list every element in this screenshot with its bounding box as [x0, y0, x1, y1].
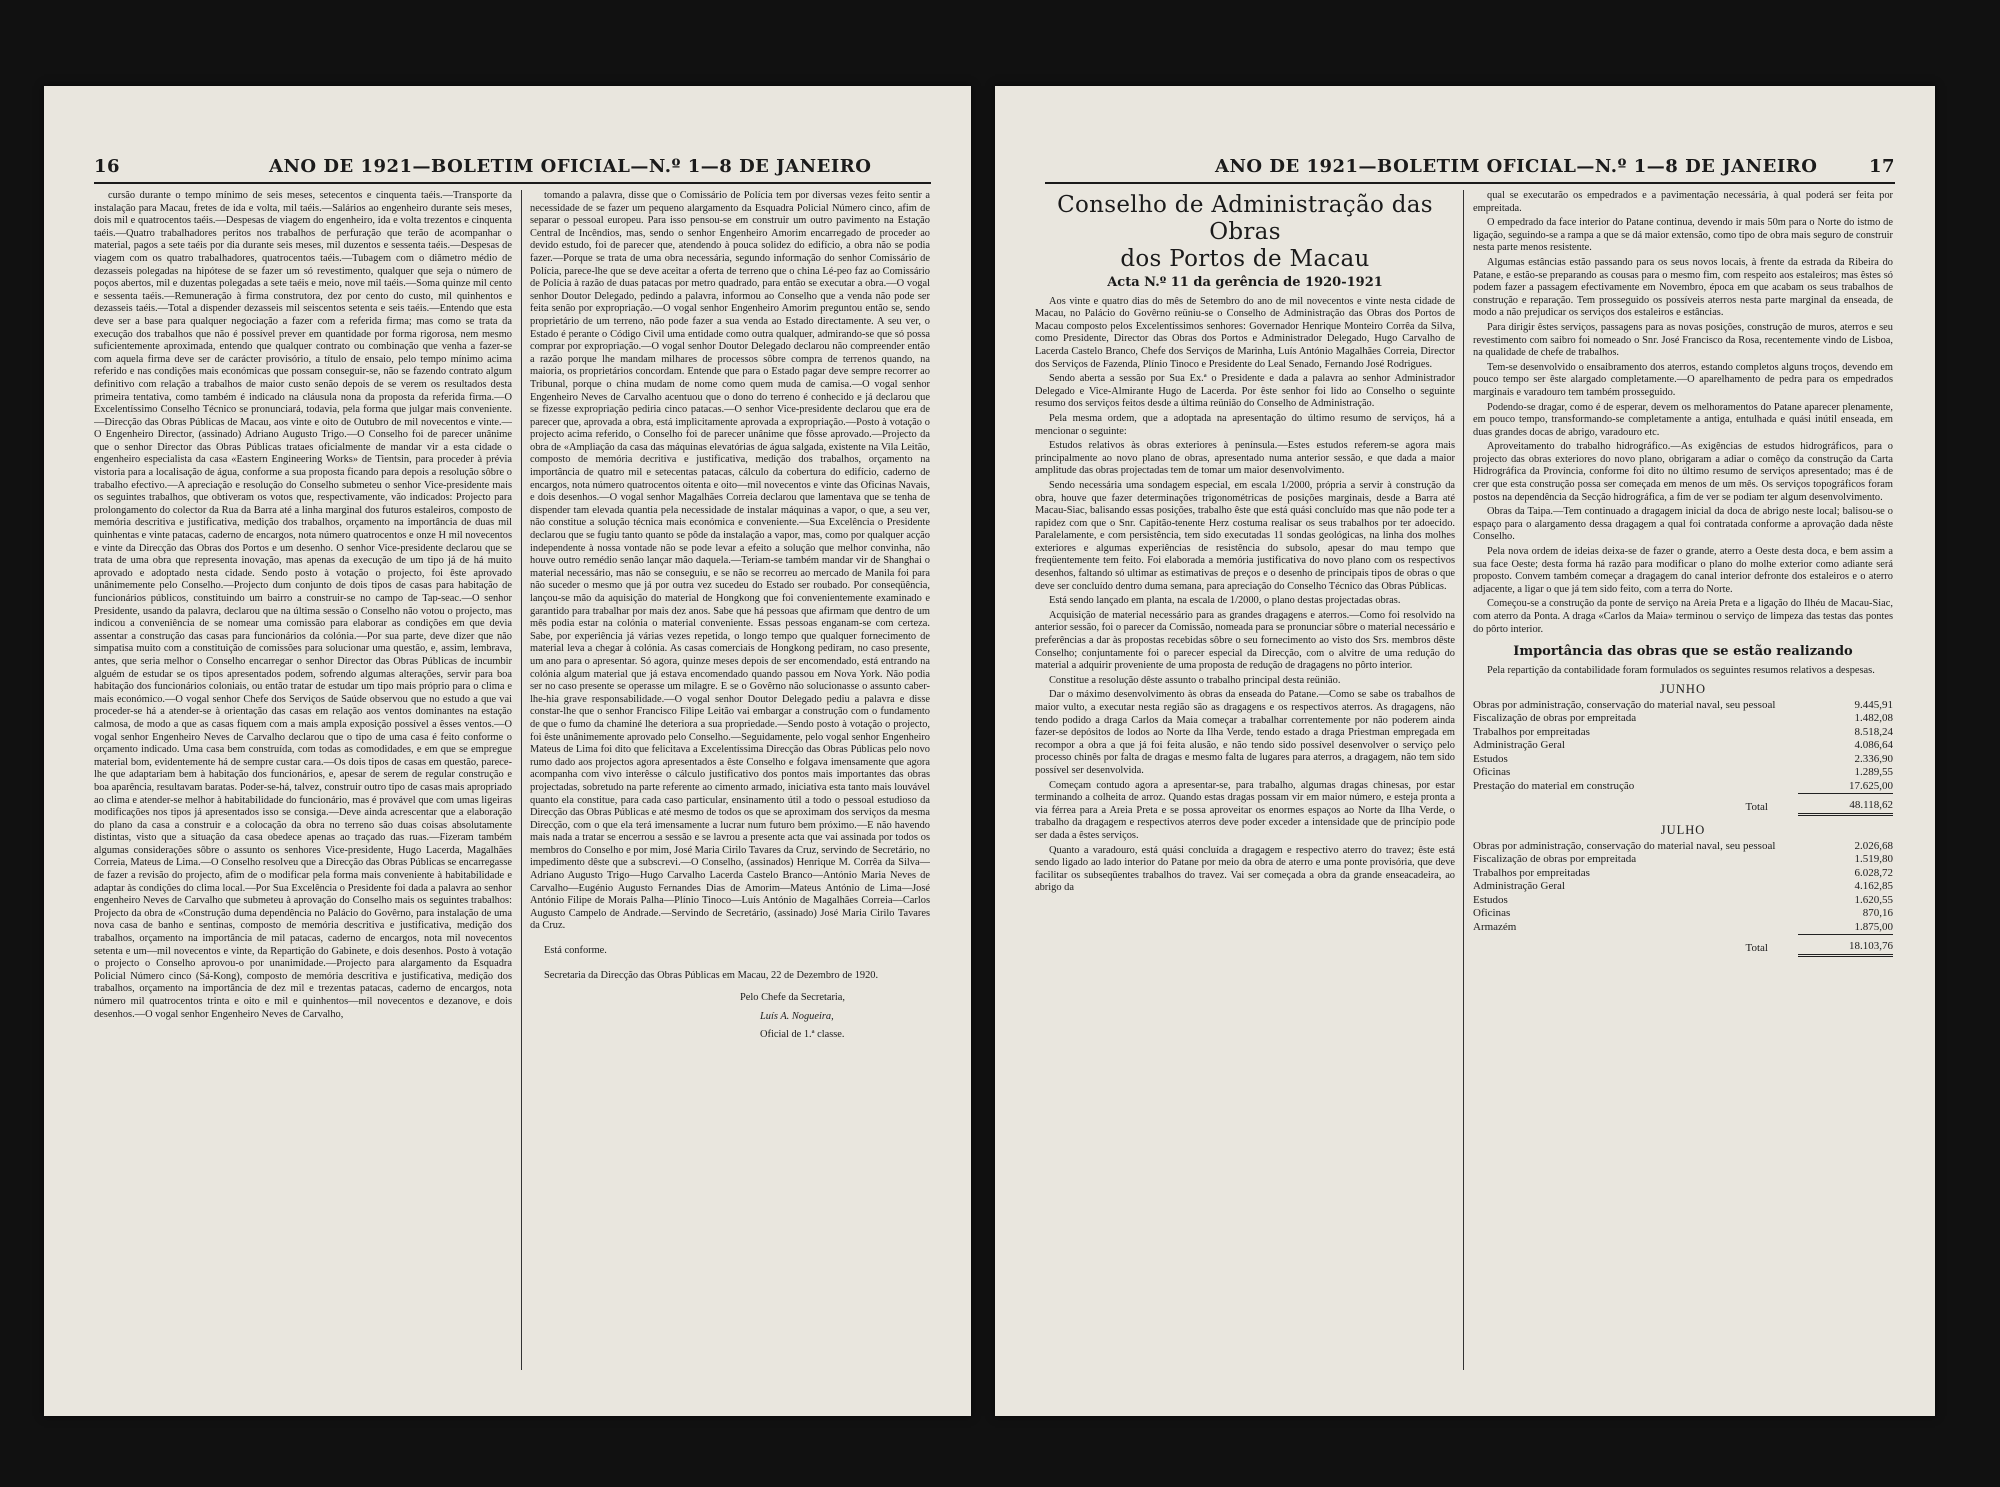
expense-value: 2.336,90	[1854, 752, 1893, 765]
right-page	[995, 86, 1935, 1416]
header-rule-left	[94, 182, 931, 184]
table-row	[1473, 894, 1893, 908]
paragraph: Acquisição de material necessário para as grandes dragagens e aterros.—Como foi resolvido na anterior sessão, foi o parecer da Comissão, nomeada para se pronunciar sôbre o material necessário e preferências a dar às propostas recebidas sôbre o seu fornecimento ao visto dos Srs. membros dêste Conselho; conjuntamente foi o parecer especial da Direcção, com o alvitre de uma redução do material a adquirir proveniente de uma proposta de redução de dragagens no pôrto interior.	[1035, 609, 1455, 672]
signature-name	[530, 1011, 930, 1024]
table-row	[1473, 867, 1893, 881]
expense-value: 1.289,55	[1854, 766, 1893, 779]
paragraph: Aproveitamento do trabalho hidrográfico.—As exigências de estudos hidrográficos, para o projecto das obras exteriores do novo plano, obrigaram a adiar o comêço da construção da Carta Hidrográfica da Província, conforme foi dito no último resumo de serviços apresentado; mas é de crer que esta construção possa ser começada em menos de um mês. Os serviços topográficos foram postos na dependência da Secção hidrográfica, a fim de ver se podiam ter algum desenvolvimento.	[1473, 441, 1893, 503]
signature-line: Pelo Chefe da Secretaria,	[740, 992, 846, 1004]
paragraph: Pela mesma ordem, que a adoptada na apresentação do último resumo de serviços, há a mencionar o seguinte:	[1035, 412, 1455, 437]
expense-label: Fiscalização de obras por empreitada	[1473, 712, 1637, 725]
paragraph: Podendo-se dragar, como é de esperar, devem os melhoramentos do Patane aparecer plenamente, em pouco tempo, transformando-se completamente a antiga, entulhada e quási inútil enseada, em duas grandes docas de abrigo, varadouro etc.	[1473, 401, 1893, 438]
month-label-julho: JULHO	[1660, 822, 1706, 837]
paragraph: tomando a palavra, disse que o Comissário de Polícia tem por diversas vezes feito sentir a necessidade de se fazer um pequeno alargamento da Esquadra Policial Número cinco, afim de separar o pessoal europeu. Para isso pensou-se em construir um outro pavimento na Estação Central de Incêndios, mas, sendo o senhor Engenheiro Amorim encarregado de proceder ao devido estudo, foi de parecer que, atendendo à pouca solidez do edifício, a obra não se podia fazer.—Porque se trata de uma obra necessária, segundo informação do senhor Comissário de Polícia, parece-lhe que se deve aceitar a oferta de terreno que o china Lé-peo faz ao Comissário de Polícia à razão de duas patacas por metro quadrado, para então se executar a obra.—O vogal senhor Doutor Delegado, pedindo a palavra, informou ao Conselho que a venda não pode ser feita senão por expropriação.—O vogal senhor Engenheiro Amorim preguntou então se, sendo proprietário de um terreno, não pode fazer a sua venda ao Estado directamente. A seu ver, o Estado é perante o Código Civil uma entidade como outra qualquer, admirando-se que só possa comprar por expropriação.—O vogal senhor Doutor Delegado declarou não compreender então a razão porque lhe mandam milhares de processos sôbre compra de terrenos quando, na maioria, os proprietários concordam. Entende que para o Estado pagar deve sempre recorrer ao Tribunal, porque o china mudam de nome como quem muda de camisa.—O vogal senhor Engenheiro Neves de Carvalho acentuou que o dono do terreno é conhecido e já declarou que se fizesse expropriação pediria cinco patacas.—O senhor Vice-presidente declarou que era de parecer que, aprovada a obra, está implìcitamente aprovada a expropriação.—Posto à votação o projecto acima referido, o Conselho foi de parecer unânime que fôsse aprovado.—Projecto da obra de «Ampliação da casa das máquinas elevatórias de água salgada, existente na Vila Leitão, composto de memória decritiva e justificativa, medição dos trabalhos, orçamento na importância de quatro mil e setecentas patacas, cálculo da cobertura do edifício, caderno de encargos, nota número quatrocentos oitenta e oito—mil novecentos e vinte das Oficinas Navais, e dois desenhos.—O vogal senhor Magalhães Correia declarou que lamentava que se tenha de dispender tam elevada quantia pela necessidade de instalar máquinas a vapor, o que, a seu ver, não constitue a solução técnica mais económica e conveniente.—Sua Excelência o Presidente declarou que se fugiu tanto quanto se pôde da instalação a vapor, mas, como por qualquer acção independente à nossa vontade não se pode levar a efeito a solução que melhor convinha, não houve outro remédio senão lançar mão daquela.—Teriam-se também mandar vir de Shanghai o material necessário, mas não se conseguiu, e se não se recorreu ao mercado de Manila foi para não suceder o mesmo que já por outra vez sucedeu do Estado ser roubado. Por conseqüência, lançou-se mão da aquisição do material de Hongkong que foi convenientemente examinado e garantido para trabalhar por mais dez anos. Sabe que há pessoas que afirmam que dentro de um mês podia estar na colónia o material conveniente. Essas pessoas enganam-se com certeza. Sabe, por experiência já várias vezes repetida, o longo tempo que qualquer fornecimento de material leva a chegar à colónia. As casas comerciais de Hongkong pediram, no caso presente, um ano para o apresentar. Só agora, quinze meses depois de ser encomendado, está entrando na colónia algum material que já estava encomendado quando passou em Nova York. Não podia ser no caso presente se operasse um milagre. E se o Govêrno não solucionasse o assunto caber-lhe-hia grave responsabilidade.—O vogal senhor Doutor Delegado pediu a palavra e disse constar-lhe que o senhor Francisco Filipe Leitão vai embargar a construção com o fundamento de que o fumo da chaminé lhe deteriora a sua propriedade.—Sendo posto à votação o projecto, foi êste unânimemente aprovado pelo Conselho.—Seguidamente, pelo vogal senhor Engenheiro Mateus de Lima foi dito que felicitava a Excelentíssima Direcção das Obras Públicas pelo novo rumo dado aos projectos agora apresentados a êste Conselho e folgava imensamente que agora acompanha com vivo interêsse o cálculo justificativo dos pontos mais importantes das obras projectadas, sobretudo na parte referente ao cimento armado, iniciativa esta tanto mais louvável quanto ela constitue, para cada caso particular, ensinamento útil a todo o pessoal estudioso da Direcção das Obras Públicas e até mesmo de todos os que se aproximam dos serviços da mesma Direcção, com o que ela terá imensamente a lucrar num futuro bem próximo.—E não havendo mais nada a tratar se encerrou a sessão e se lavrou a presente acta que vai assinada por todos os membros do Conselho e por mim, José Maria Cirilo Tavares da Cruz, servindo de Secretário, no impedimento dêste que a subscrevi.—O Conselho, (assinados) Henrique M. Corrêa da Silva—Adriano Augusto Trigo—Hugo Carvalho Lacerda Castelo Branco—António Maria Neves de Carvalho—Eugénio Augusto Fernandes Dias de Amorim—Mateus António de Lima—José António Filipe de Morais Palha—Plínio Tinoco—Luís António de Magalhães Correia—Carlos Augusto Campelo de Andrade.—Servindo de Secretário, (assinado) José Maria Cirilo Tavares da Cruz.	[530, 190, 930, 932]
expense-value: 1.620,55	[1854, 893, 1893, 906]
paragraph: qual se executarão os empedrados e a pavimentação necessária, à qual poderá ser feita por empreitada.	[1473, 190, 1893, 214]
paragraph: Começou-se a construção da ponte de serviço na Areia Preta e a ligação do Ilhéu de Macau-Siac, com aterro da Ponta. A draga «Carlos da Maia» terminou o serviço de limpeza das testas das pontes do pôrto interior.	[1473, 598, 1893, 635]
paragraph: Está sendo lançado em planta, na escala de 1/2000, o plano destas projectadas obras.	[1049, 595, 1401, 607]
running-head-title-left: ANO DE 1921—BOLETIM OFICIAL—N.º 1—8 DE JANEIRO	[269, 156, 872, 177]
expense-label: Trabalhos por empreitadas	[1473, 866, 1590, 879]
running-head-right	[1045, 156, 1895, 178]
signature-role: Oficial de 1.ª classe.	[760, 1029, 845, 1041]
table-row	[1473, 921, 1893, 935]
left-column-1	[94, 190, 512, 1370]
page-number-left: 16	[94, 156, 121, 177]
running-head-left	[94, 156, 931, 178]
table-row	[1473, 840, 1893, 854]
expense-label: Estudos	[1473, 893, 1508, 906]
table-row	[1473, 726, 1893, 740]
left-page	[44, 86, 971, 1416]
paragraph: Estudos relativos às obras exteriores à península.—Estes estudos referem-se agora mais principalmente ao novo plano de obras, apresentado numa anterior sessão, e que dada a maior amplitude das obras projectadas tem de tomar um maior desenvolvimento.	[1035, 440, 1455, 477]
expense-value: 17.625,00	[1849, 779, 1893, 792]
paragraph: Constitue a resolução dêste assunto o trabalho principal desta reünião.	[1049, 674, 1341, 686]
column-divider-right	[1463, 190, 1464, 1370]
conforme-note: Está conforme.	[544, 945, 607, 957]
expense-label: Prestação do material em construção	[1473, 780, 1635, 793]
left-column-2	[530, 190, 930, 1370]
expense-value: 4.162,85	[1854, 880, 1893, 893]
table-row	[1473, 780, 1893, 794]
expense-label: Administração Geral	[1473, 880, 1565, 893]
expense-label: Obras por administração, conservação do material naval, seu pessoal	[1473, 698, 1776, 711]
section-title-line-1: Conselho de Administração das Obras	[1057, 192, 1433, 245]
paragraph: O empedrado da face interior do Patane continua, devendo ir mais 50m para o Norte do istmo de ligação, seguindo-se a rampa a que se dá maior extensão, como tipo de obra mais seguro de construir nesta parte menos resistente.	[1473, 217, 1893, 254]
expense-label: Oficinas	[1473, 907, 1511, 920]
expense-value: 1.519,80	[1854, 853, 1893, 866]
total-value: 48.118,62	[1798, 794, 1893, 815]
expense-label: Obras por administração, conservação do material naval, seu pessoal	[1473, 839, 1776, 852]
column-divider-left	[521, 190, 522, 1370]
expense-value: 9.445,91	[1854, 698, 1893, 711]
place-date: Secretaria da Direcção das Obras Públicas em Macau, 22 de Dezembro de 1920.	[544, 969, 879, 981]
expense-value: 1.482,08	[1854, 712, 1893, 725]
table-row	[1473, 880, 1893, 894]
total-row	[1473, 794, 1893, 815]
table-row	[1473, 739, 1893, 753]
paragraph: Dar o máximo desenvolvimento às obras da enseada do Patane.—Como se sabe os trabalhos de maior vulto, a executar nesta região são as dragagens e os respectivos aterros. As dragagens, não tendo podido a draga Carlos da Maia começar a trabalhar correntemente por não poderem ainda fazer-se depósitos de lodos ao Norte da Ilha Verde, tendo estado a draga Priestman empregada em recompor a obra a que já foi feita alusão, e não tendo sido possível desenvolver o serviço pelo processo chinês por falta de dragas e mesmo falta de lugares para aterros, a dragagem, não tem sido possível ser desenvolvida.	[1035, 689, 1455, 776]
table-row	[1473, 766, 1893, 780]
paragraph: Tem-se desenvolvido o ensaibramento dos aterros, estando completos alguns troços, devendo em pouco tempo ser êste alargado completamente.—O aparelhamento de pedra para os empedrados marginais e varadouro tem também prosseguido.	[1473, 361, 1893, 398]
expense-value: 4.086,64	[1854, 739, 1893, 752]
running-head-title-right: ANO DE 1921—BOLETIM OFICIAL—N.º 1—8 DE JANEIRO	[1215, 156, 1818, 177]
signature-name-text: Luís A. Nogueira,	[760, 1010, 834, 1022]
expense-value: 6.028,72	[1854, 866, 1893, 879]
expense-label: Estudos	[1473, 752, 1508, 765]
acta-title: Acta N.º 11 da gerência de 1920-1921	[1107, 275, 1383, 290]
page-number-right: 17	[1868, 156, 1895, 177]
paragraph: Para dirigir êstes serviços, passagens para as novas posições, construção de muros, aterros e seu revestimento com saibro foi nomeado o Snr. José Francisco da Rosa, recentemente vindo de Lisboa, na qualidade de chefe de trabalhos.	[1473, 321, 1893, 359]
section-title	[1035, 192, 1455, 273]
expense-table-julho	[1473, 840, 1893, 957]
month-label-junho: JUNHO	[1660, 682, 1706, 697]
expense-label: Administração Geral	[1473, 739, 1565, 752]
paragraph: cursão durante o tempo mínimo de seis meses, setecentos e cinquenta taéis.—Transporte da instalação para Macau, fretes de ida e volta, mil taéis.—Salários ao engenheiro durante seis meses, dois mil e quatrocentos taéis.—Despesas de viagem do engenheiro, ida e volta trezentos e cinquenta taéis.—Quatro trabalhadores peritos nos trabalhos de perfuração que terão de acompanhar o material, pagos a sete taéis por dia durante seis meses, mil duzentos e sessenta taéis.—Despesas de viagem com os quatro trabalhadores, quatrocentos taéis.—Tubagem com o diâmetro médio de dezasseis polegadas na hipótese de se fazer um só revestimento, qualquer que seja o número de poços abertos, mil e duzentas polegadas a sete taéis e meio, nove mil taéis.—Soma quinze mil cento e sessenta taéis.—Remuneração à firma construtora, dez por cento do custo, mil quinhentos e dezasseis taéis.—Total a dispender dezasseis mil seiscentos setenta e seis taéis.—Entendo que esta deve ser a base para qualquer negociação a fazer com a referida firma; mas como se trata da execução dos trabalhos que não é possível prever em quantidade por forma rigorosa, nem mesmo suficientemente aproximada, entendo que qualquer contrato ou combinação que venha a fazer-se com aquela firma deve ser de carácter provisório, a título de ensaio, pelo tempo mínimo acima referido e nas condições mais económicas que possam conseguir-se, não se fazendo contrato algum definitivo com relação a trabalhos de maior custo senão depois de se verem os resultados desta primeira tentativa, como também é indicado na cláusula nona da proposta da referida firma.—O Excelentíssimo Conselho Técnico se pronunciará, todavia, pela forma que julgar mais conveniente.—Direcção das Obras Públicas de Macau, aos vinte e oito de Outubro de mil novecentos e vinte.—O Engenheiro Director, (assinado) Adriano Augusto Trigo.—O Conselho foi de parecer unânime que o senhor Director das Obras Públicas trataes oficialmente de mandar vir a esta cidade o engenheiro especialista da casa «Eastern Engineering Works» de Tientsin, para proceder à prévia vistoria para a localisação de água, conforme a sua proposta ficando para depois a resolução sôbre o trabalho efectivo.—A apreciação e resolução do Conselho submeteu o senhor Vice-presidente mais os seguintes trabalhos, que obtiveram os votos que, respectivamente, vão indicados: Projecto para prolongamento do colector da Rua da Barra até a linha marginal dos futuros estaleiros, composto de memória descritiva e justificativa, medição dos trabalhos, orçamento na importância de duas mil quinhentas e vinte patacas, caderno de encargos, nota número quatrocentos e onze H mil novecentos e vinte da Direcção das Obras dos Portos e um desenho. O senhor Vice-presidente declarou que se trata de uma obra que representa inovação, mas apenas da execução de um tipo já de há muito aprovado e adoptado nesta cidade. Sendo posto à votação o projecto, foi êste aprovado unânimemente pelo Conselho.—Projecto dum conjunto de dois tipos de casas para habitação de funcionários públicos, constituindo um bairro a construir-se no campo de Tap-seac.—O senhor Presidente, usando da palavra, declarou que na última sessão o Conselho não votou o projecto, mas indicou a conveniência de se nomear uma comissão para elaborar as condições em que devia assentar a construção das casas para funcionários da colónia.—Por sua parte, deve dizer que não simpatisa muito com a constituição de comissões para solucionar uma questão, e, assim, lembrava, antes, que seria melhor o Conselho encarregar o senhor Director das Obras Públicas de incumbir alguém de estudar se os tipos apresentados podem, sofrendo algumas alterações, servir para boa habitação dos funcionários coloniais, ou então tratar de estudar um tipo mais próprio para o clima e mais económico.—O vogal senhor Chefe dos Serviços de Saúde observou que no estudo a que vai proceder-se há a atender-se à orientação das casas em relação aos ventos dominantes na estação calmosa, de modo a que as casas fiquem com a mais ampla exposição possível a êsses ventos.—O vogal senhor Engenheiro Neves de Carvalho declarou que o tipo de uma casa é feito conforme o orçamento indicado. Uma casa bem construída, com todas as comodidades, e em que se empregue material bom, evidentemente há de sempre custar cara.—Os dois tipos de casas em questão, parece-lhe que adaptariam bem à habitação dos funcionários, e, apesar de serem de regular construção e boa aparência, resultavam baratas. Poder-se-há, talvez, construir outro tipo de casas mais apropriado ao clima e atender-se melhor à habitabilidade do funcionário, mas é provável que com umas ligeiras modificações nos tipos já apresentados isso se consiga.—Deve ainda acrescentar que a elaboração do plano da casa a construir e a colocação da obra no terreno são duas coisas absolutamente distintas, visto que a situação da casa obedece apenas ao traçado das ruas.—Fizeram também algumas considerações sôbre o assunto os senhores Vice-presidente, Hugo Lacerda, Magalhães Correia, Mateus de Lima.—O Conselho resolveu que a Direcção das Obras Públicas se encarregasse de fazer a revisão do projecto, afim de o modificar pela forma mais conveniente à habitabilidade e adaptar às condições do clima local.—Por Sua Excelência o Presidente foi dada a palavra ao senhor engenheiro Neves de Carvalho que submeteu à aprovação do Conselho mais os seguintes trabalhos: Projecto da obra de «Construção duma dependência no Palácio do Govêrno, para instalação de uma nova casa de banho e sentinas, composto de memória descritiva e justificativa, medição dos trabalhos, orçamento na importância de mil patacas, caderno de encargos, nota mil novecentos setenta e um—mil novecentos e vinte, da Repartição do Gabinete, e dois desenhos. Posto à votação o projecto o Conselho aprovou-o por unanimidade.—Projecto para alargamento da Esquadra Policial Número cinco (Sá-Kong), composto de memória descritiva e justificativa, medição dos trabalhos, orçamento na importância de dez mil e trezentas patacas, caderno de encargos, nota número mil quatrocentos trinta e oito e mil e quinhentos—mil novecentos e dezanove, e dois desenhos.—O vogal senhor Engenheiro Neves de Carvalho,	[94, 190, 512, 1020]
paragraph: Pela nova ordem de ideias deixa-se de fazer o grande, aterro a Oeste desta doca, e bem assim a sua face Oeste; desta forma há razão para modificar o plano do molhe exterior como adiante será proposto. Convem também começar a dragagem do canal interior defronte dos estaleiros e o aterro adjacente, a ligar o que já tem sido feito, com a terra do Norte.	[1473, 546, 1893, 595]
table-row	[1473, 753, 1893, 767]
header-rule-right	[1045, 182, 1895, 184]
expense-value: 1.875,00	[1854, 920, 1893, 933]
paragraph: Algumas estâncias estão passando para os seus novos locais, à frente da estrada da Ribeira do Patane, e estão-se preparando as cousas para o mesmo fim, com respeito aos estaleiros; mas êstes só podem fazer a passagem efectivamente em Novembro, época em que acabam os seus trabalhos de construção e reparação. Tem prosseguido os possíveis aterros nesta parte marginal da enseada, de modo a não prejudicar os serviços dos estaleiros e estâncias.	[1473, 256, 1893, 319]
paragraph: Sendo necessária uma sondagem especial, em escala 1/2000, própria a servir à construção da obra, houve que fazer determinações trigonométricas de posições marginais, desde a Barra até Macau-Siac, balisando essas posições, trabalho êste que está quási concluído mas que não pode ter a rapidez com que o Snr. Capitão-tenente Herz costuma realisar os seus trabalhos por ter adoecido. Paralelamente, e com persistência, tem sido executadas 11 sondas geológicas, na linha dos molhes exteriores e algumas experiências de resistência do subsolo, apesar do mau tempo que freqüentemente tem feito. Foi elaborada a memória justificativa do novo plano com os respectivos desenhos, faltando só ultimar as estimativas de preços e o desenho de principais tipos de obras o que deve ser concluído dentro duma semana, para apreciação do Conselho Técnico das Obras Públicas.	[1035, 479, 1455, 592]
paragraph: Aos vinte e quatro dias do mês de Setembro do ano de mil novecentos e vinte nesta cidade de Macau, no Palácio do Govêrno reüniu-se o Conselho de Administração das Obras dos Portos de Macau composto pelos Excelentíssimos senhores: Governador Henrique Monteiro Corrêa da Silva, como Presidente, Director das Obras dos Portos e Administrador Delegado, Hugo Carvalho de Lacerda Castelo Branco, Chefe dos Serviços de Marinha, Luís António Magalhães Correia, Director dos Serviços de Fazenda, Plínio Tinoco e Presidente do Leal Senado, Fernando José Rodrigues.	[1035, 295, 1455, 370]
expense-label: Fiscalização de obras por empreitada	[1473, 853, 1637, 866]
expense-label: Oficinas	[1473, 766, 1511, 779]
paragraph: Sendo aberta a sessão por Sua Ex.ª o Presidente e dada a palavra ao senhor Administrador Delegado e Vice-Almirante Hugo de Lacerda. Por êste senhor foi lido ao Conselho o seguinte resumo dos serviços feitos desde a última reünião do Conselho de Administração.	[1035, 373, 1455, 410]
table-row	[1473, 907, 1893, 921]
total-row	[1473, 935, 1893, 956]
expense-label: Armazém	[1473, 921, 1517, 934]
total-label: Total	[1745, 800, 1768, 813]
total-value: 18.103,76	[1798, 935, 1893, 956]
expense-value: 8.518,24	[1854, 725, 1893, 738]
total-label: Total	[1745, 941, 1768, 954]
paragraph: Quanto a varadouro, está quási concluída a dragagem e respectivo aterro do travez; êste está sendo ligado ao lado interior do Patane por meio da obra de aterro e uma ponte provisória, que deve facilitar os subseqüentes trabalhos do travez. Vai ser começada a obra da grande enseacadeira, ao abrigo da	[1035, 844, 1455, 894]
section-title-line-2: dos Portos de Macau	[1120, 246, 1370, 272]
right-column-2	[1473, 190, 1893, 1370]
subsection-intro: Pela repartição da contabilidade foram formulados os seguintes resumos relativos a despesas.	[1487, 664, 1875, 676]
table-row	[1473, 699, 1893, 713]
paragraph: Obras da Taipa.—Tem continuado a dragagem inicial da doca de abrigo neste local; balisou-se o espaço para o alargamento dessa dragagem a qual foi contratada conforme a aprovação dada nêste Conselho.	[1473, 506, 1893, 543]
expense-table-junho	[1473, 699, 1893, 816]
subsection-title: Importância das obras que se estão realizando	[1513, 644, 1853, 660]
expense-value: 2.026,68	[1854, 839, 1893, 852]
right-column-1	[1035, 190, 1455, 1370]
expense-value: 870,16	[1862, 907, 1893, 920]
table-row	[1473, 853, 1893, 867]
expense-label: Trabalhos por empreitadas	[1473, 725, 1590, 738]
table-row	[1473, 712, 1893, 726]
paragraph: Começam contudo agora a apresentar-se, para trabalho, algumas dragas chinesas, por estar terminando a colheita de arroz. Quando estas dragas possam vir em maior número, e esteja pronta a via férrea para a Areia Preta e se possa aproveitar os enormes espaços ao Norte da Ilha Verde, o trabalho da dragagem e respectivos aterros deve poder exceder a intensidade que de princípio pode ser dada a êstes serviços.	[1035, 779, 1455, 841]
